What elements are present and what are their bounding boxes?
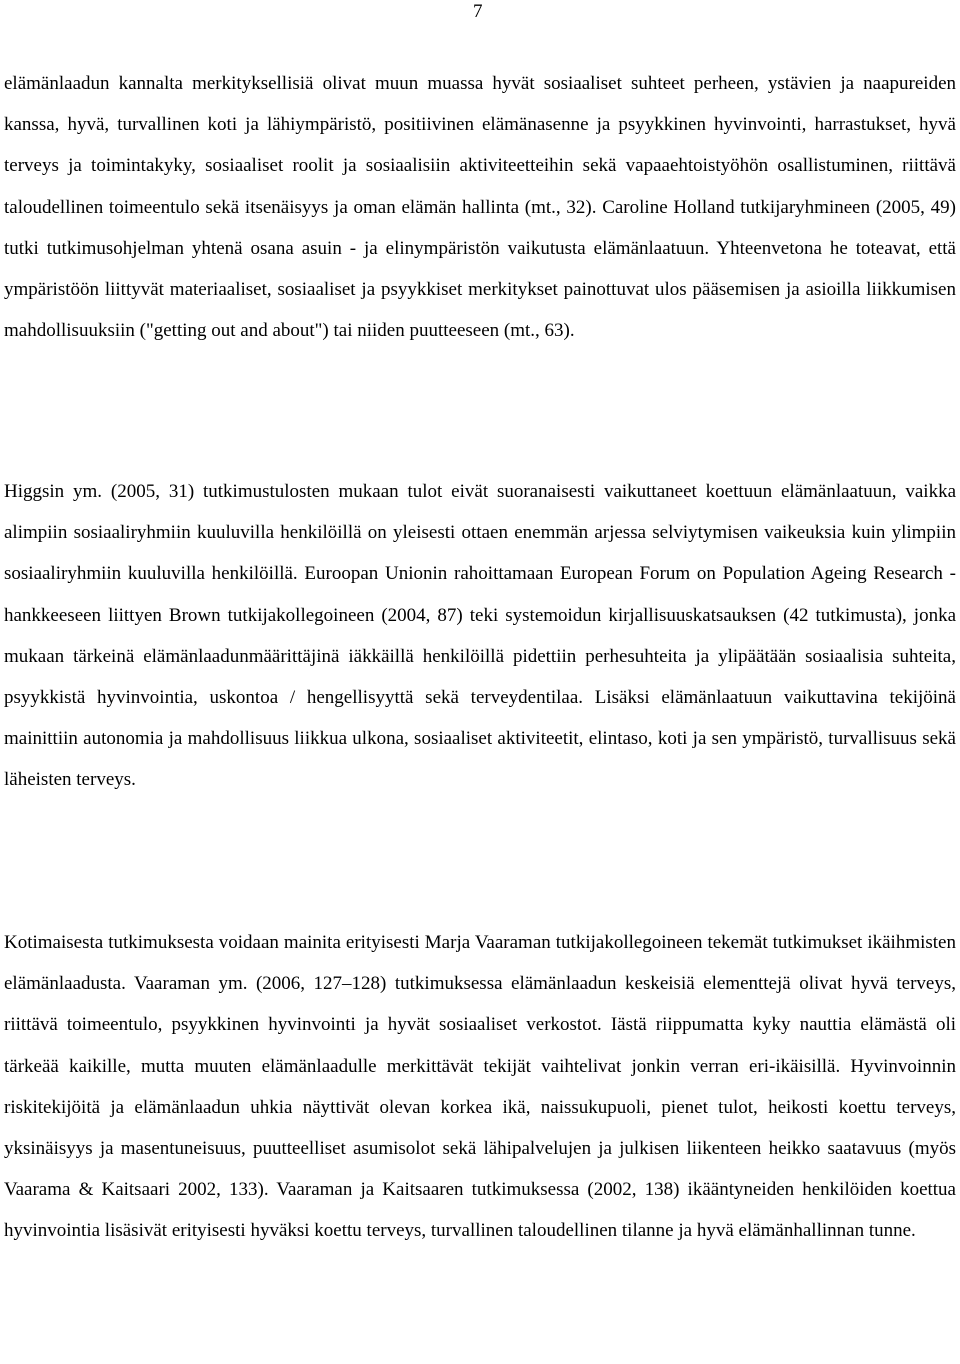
paragraph-domestic-research: Kotimaisesta tutkimuksesta voidaan mainita erityisesti Marja Vaaraman tutkijakollegoineen tekemät tutkimukset ikäihmisten elämänlaadusta. Vaaraman ym. (2006, 127–128) tutkimuksessa elämänlaadun keskeisiä elementtejä olivat hyvä terveys, riittävä toimeentulo, psyykkinen hyvinvointi ja hyvät sosiaaliset verkostot. Iästä riippumatta kyky nauttia elämästä oli tärkeää kaikille, mutta muuten elämänlaadulle merkittävät tekijät vaihtelivat jonkin verran eri-ikäisillä. Hyvinvoinnin riskitekijöitä ja elämänlaadun uhkia näyttivät olevan korkea ikä, naissukupuoli, pienet tulot, heikosti koettu terveys, yksinäisyys ja masentuneisuus, puutteelliset asumisolot sekä lähipalvelujen ja julkisen liikenteen heikko saatavuus (myös Vaarama & Kaitsaari 2002, 133). Vaaraman ja Kaitsaaren tutkimuksessa (2002, 138) ikääntyneiden henkilöiden koettua hyvinvointia lisäsivät erityisesti hyväksi koettu terveys, turvallinen taloudellinen tilanne ja hyvä elämänhallinnan tunne. [4,932,956,1242]
paragraph-higgs-brown-findings: Higgsin ym. (2005, 31) tutkimustulosten mukaan tulot eivät suoranaisesti vaikuttaneet koettuun elämänlaatuun, vaikka alimpiin sosiaaliryhmiin kuuluvilla henkilöillä on yleisesti ottaen enemmän arjessa selviytymisen vaikeuksia kuin ylimpiin sosiaaliryhmiin kuuluvilla henkilöillä. Euroopan Unionin rahoittamaan European Forum on Population Ageing Research -hankkeeseen liittyen Brown tutkijakollegoineen (2004, 87) teki systemoidun kirjallisuuskatsauksen (42 tutkimusta), jonka mukaan tärkeinä elämänlaadunmäärittäjinä iäkkäillä henkilöillä pidettiin perhesuhteita ja ylipäätään sosiaalisia suhteita, psyykkistä hyvinvointia, uskontoa / hengellisyyttä sekä terveydentilaa. Lisäksi elämänlaatuun vaikuttavina tekijöinä mainittiin autonomia ja mahdollisuus liikkua ulkona, sosiaaliset aktiviteetit, elintaso, koti ja sen ympäristö, turvallisuus sekä läheisten terveys. [4,481,956,791]
page-number: 7 [473,1,483,22]
paragraph-quality-of-life-factors: elämänlaadun kannalta merkityksellisiä olivat muun muassa hyvät sosiaaliset suhteet perheen, ystävien ja naapureiden kanssa, hyvä, turvallinen koti ja lähiympäristö, positiivinen elämänasenne ja psyykkinen hyvinvointi, harrastukset, hyvä terveys ja toimintakyky, sosiaaliset roolit ja sosiaalisiin aktiviteetteihin sekä vapaaehtoistyöhön osallistuminen, riittävä taloudellinen toimeentulo sekä itsenäisyys ja oman elämän hallinta (mt., 32). Caroline Holland tutkijaryhmineen (2005, 49) tutki tutkimusohjelman yhtenä osana asuin - ja elinympäristön vaikutusta elämänlaatuun. Yhteenvetona he toteavat, että ympäristöön liittyvät materiaaliset, sosiaaliset ja psyykkiset merkitykset painottuvat ulos pääsemisen ja asioilla liikkumisen mahdollisuuksiin ("getting out and about") tai niiden puutteeseen (mt., 63). [4,73,956,342]
